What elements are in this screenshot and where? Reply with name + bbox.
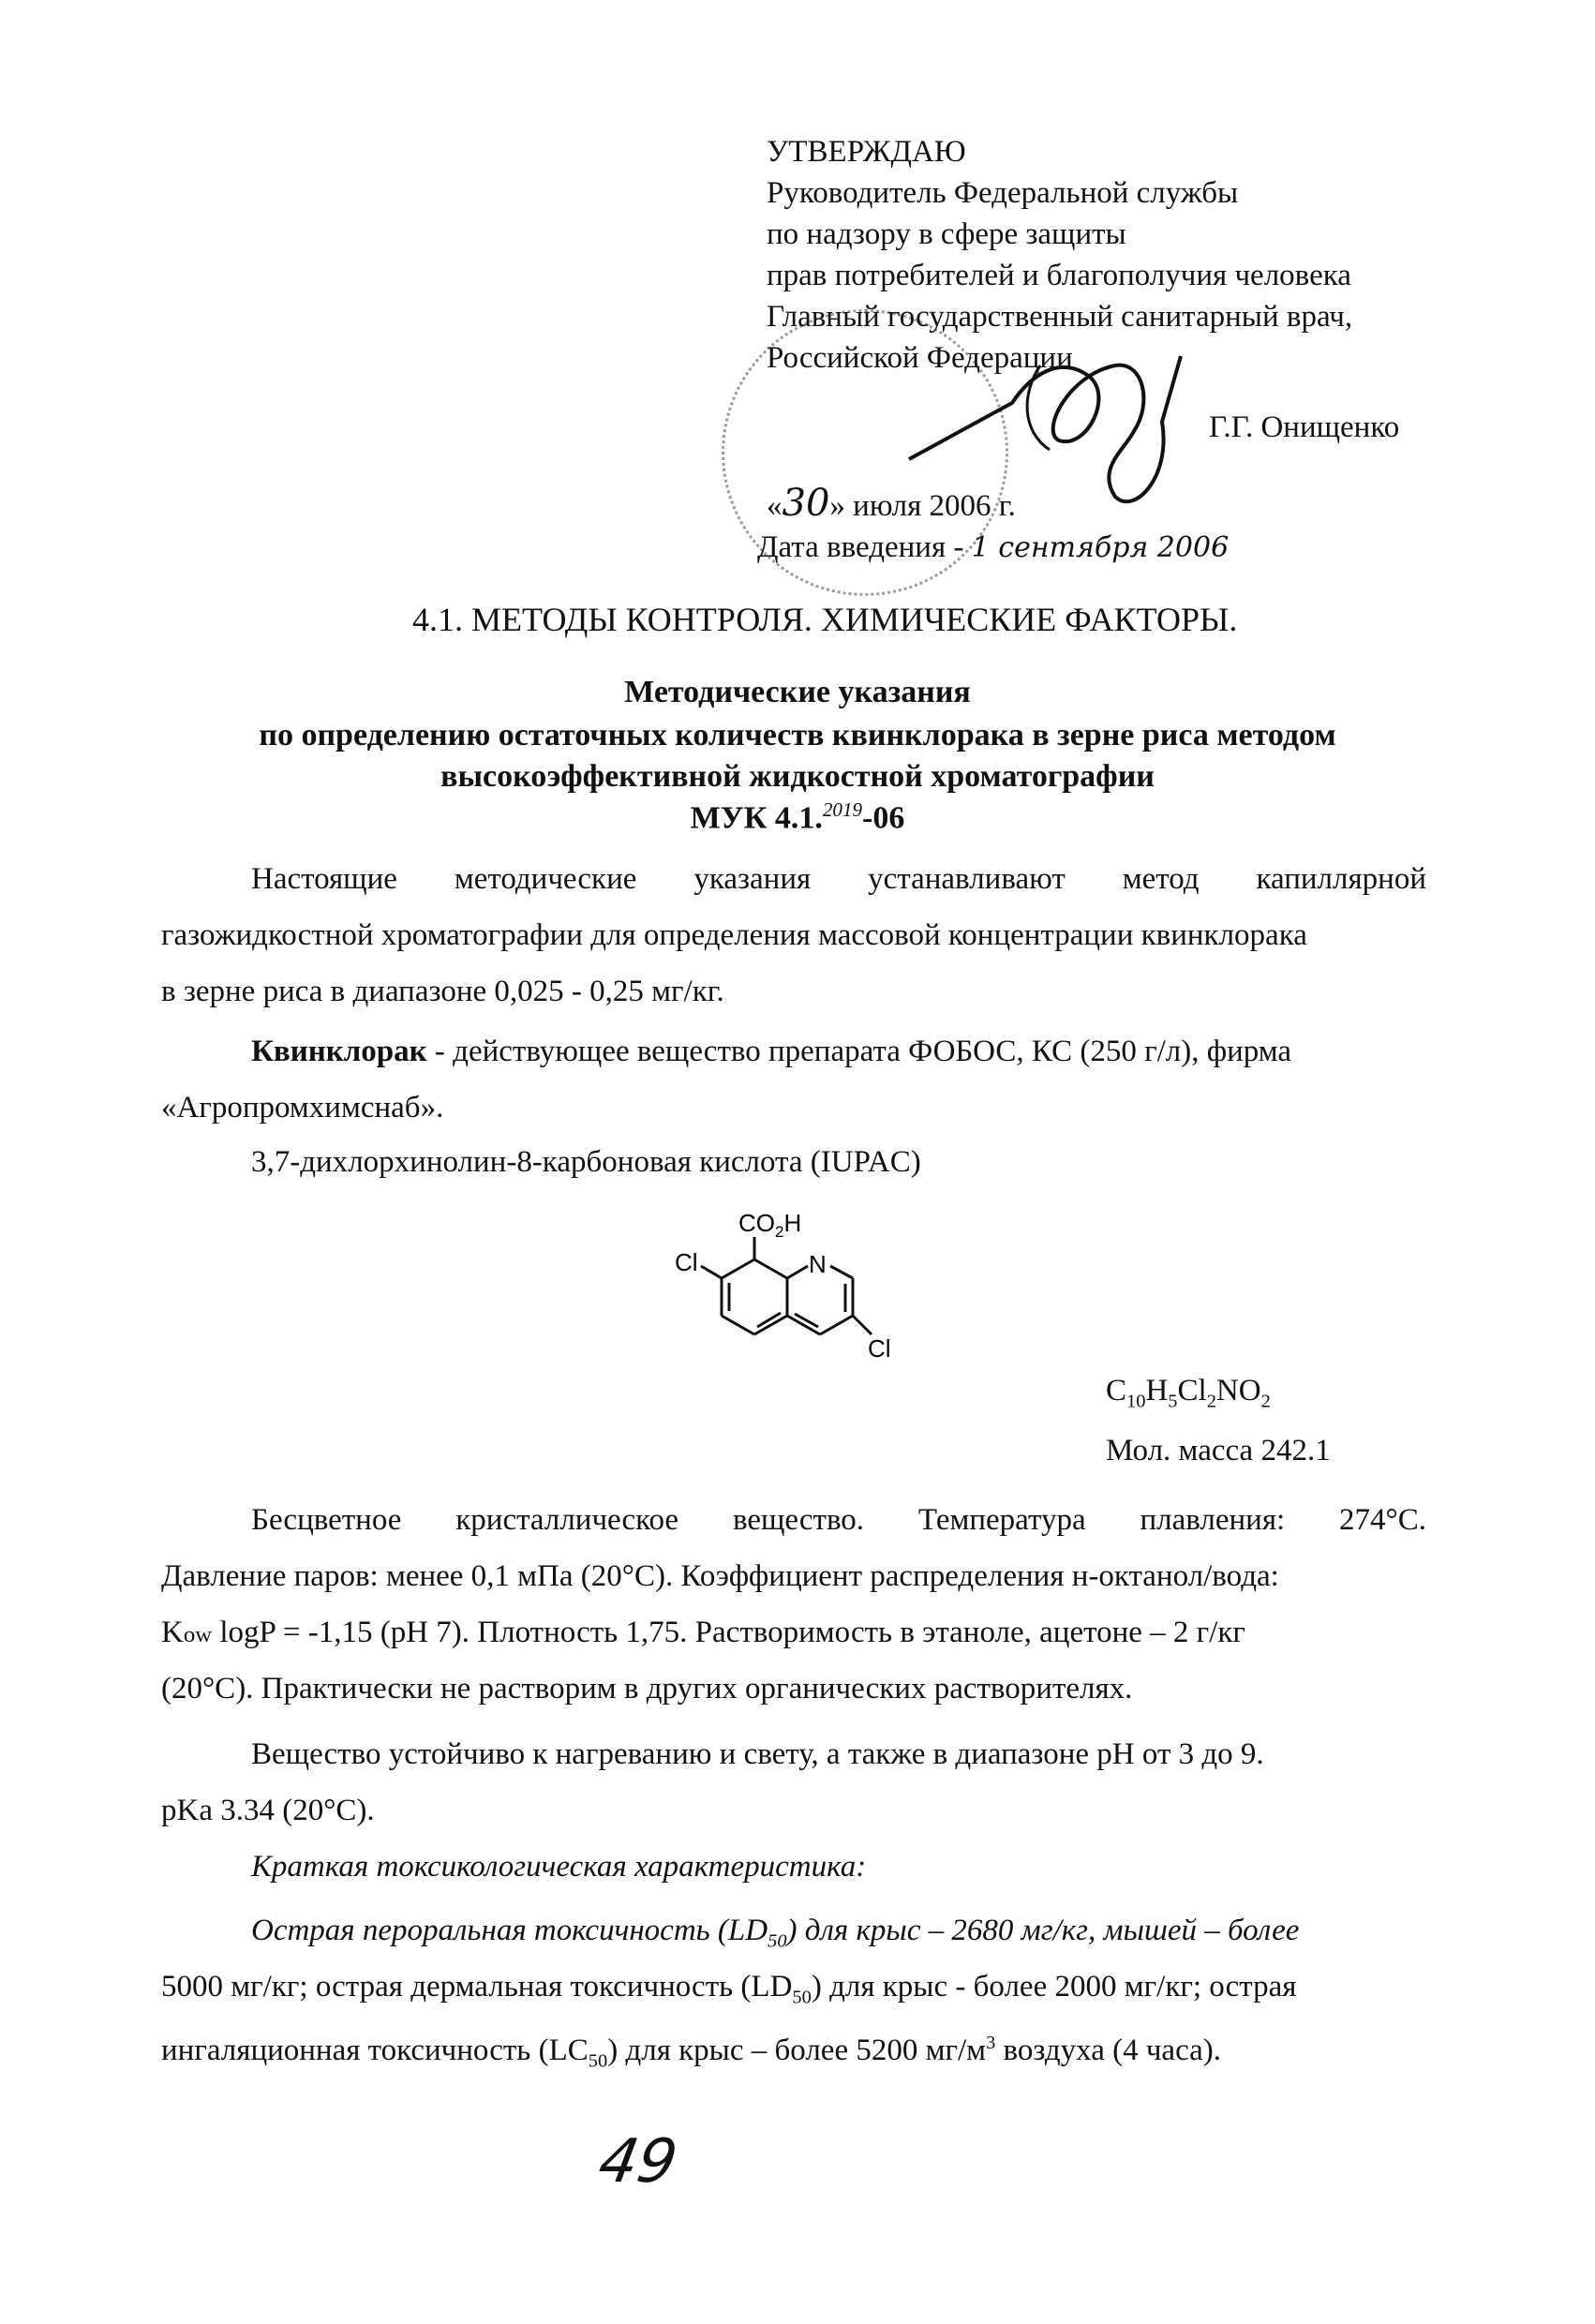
kow-subscript: ow <box>183 1622 213 1647</box>
tox-l3-a: ингаляционная токсичность (LC <box>161 2034 589 2067</box>
doc-code-number: 2019 <box>822 798 863 821</box>
approval-title: УТВЕРЖДАЮ <box>767 135 966 169</box>
section-title: 4.1. МЕТОДЫ КОНТРОЛЯ. ХИМИЧЕСКИЕ ФАКТОРЫ. <box>412 601 1238 638</box>
doc-title-line: по определению остаточных количеств квинклорака в зерне риса методом <box>259 718 1336 752</box>
substance-name: Квинклорак <box>251 1035 427 1068</box>
tox-l2-c: ) для крыс - более 2000 мг/кг; острая <box>811 1970 1297 2004</box>
approval-line: Российской Федерации <box>767 341 1073 375</box>
svg-text:CO2H <box>738 1209 801 1241</box>
chlorine-left-label: Cl <box>675 1248 698 1276</box>
signatory-name: Г.Г. Онищенко <box>1209 410 1400 444</box>
formula-o-count: 2 <box>1260 1391 1271 1412</box>
formula-c: C <box>1106 1374 1127 1408</box>
page-number: 49 <box>593 2127 682 2197</box>
substance-desc: - действующее вещество препарата ФОБОС, КС (250 г/л), фирма <box>426 1035 1292 1068</box>
tox-l1-sub: 50 <box>768 1930 787 1952</box>
kow-rest: logP = -1,15 (pH 7). Плотность 1,75. Растворимость в этаноле, ацетоне – 2 г/кг <box>212 1616 1245 1649</box>
substance-line <box>251 1023 1291 1080</box>
date-rest: » июля 2006 г. <box>829 489 1016 523</box>
chemical-structure <box>647 1203 947 1372</box>
formula-c-count: 10 <box>1126 1391 1146 1412</box>
formula-cl: Cl <box>1177 1374 1207 1408</box>
approval-date <box>767 482 1016 525</box>
properties-line <box>161 1604 1245 1663</box>
intro-line: Настоящие методические указания устанавливают метод капиллярной <box>251 862 1426 896</box>
formula-no: NO <box>1215 1374 1261 1408</box>
tox-l2-a: 5000 мг/кг; острая дермальная токсичность (LD <box>161 1970 793 2004</box>
doc-title-line: Методические указания <box>624 675 971 709</box>
intro-line: газожидкостной хроматографии для определения массовой концентрации квинклорака <box>161 918 1307 952</box>
date-day-handwritten: 30 <box>782 482 830 525</box>
co2h-h: H <box>783 1209 802 1237</box>
doc-code <box>0 798 1595 836</box>
substance-company: «Агропромхимснаб». <box>161 1091 444 1125</box>
doc-code-suffix: -06 <box>862 800 905 836</box>
molecular-formula <box>1106 1374 1271 1413</box>
approval-line: по надзору в сфере защиты <box>767 217 1126 251</box>
intro-line: в зерне риса в диапазоне 0,025 - 0,25 мг/кг. <box>161 975 724 1008</box>
tox-l3-sup: 3 <box>986 2033 996 2053</box>
co2h-subscript: 2 <box>775 1223 784 1241</box>
chlorine-right-label: Cl <box>868 1334 891 1363</box>
iupac-name: 3,7-дихлорхинолин-8-карбоновая кислота (IUPAC) <box>251 1145 921 1179</box>
intro-date-handwritten: 1 сентября 2006 <box>971 531 1230 564</box>
tox-l2-sub: 50 <box>792 1987 812 2008</box>
kow-k: K <box>161 1616 184 1649</box>
tox-l1-c: ) для крыс – 2680 мг/кг, мышей – более <box>786 1914 1300 1947</box>
approval-line: прав потребителей и благополучия человека <box>767 259 1351 292</box>
approval-line: Руководитель Федеральной службы <box>767 176 1239 210</box>
tox-line <box>161 2015 1221 2090</box>
date-open: « <box>767 489 783 523</box>
molecular-mass: Мол. масса 242.1 <box>1106 1434 1331 1467</box>
tox-l1-a: Острая пероральная токсичность (LD <box>251 1914 768 1947</box>
tox-l3-c: ) для крыс – более 5200 мг/м <box>607 2034 987 2067</box>
tox-heading: Краткая токсикологическая характеристика: <box>251 1850 867 1884</box>
doc-code-prefix: МУК 4.1. <box>690 800 823 836</box>
nitrogen-label: N <box>809 1250 827 1278</box>
pka-line: pKa 3.34 (20°С). <box>161 1794 375 1827</box>
tox-l3-e: воздуха (4 часа). <box>995 2034 1222 2067</box>
properties-line: Бесцветное кристаллическое вещество. Температура плавления: 274°С. <box>251 1503 1426 1537</box>
doc-title-line: высокоэффективной жидкостной хроматографии <box>440 759 1155 794</box>
formula-cl-count: 2 <box>1206 1391 1216 1412</box>
introduction-date <box>757 530 1229 565</box>
stability-line: Вещество устойчиво к нагреванию и свету, а также в диапазоне pH от 3 до 9. <box>251 1737 1264 1771</box>
properties-line: Давление паров: менее 0,1 мПа (20°С). Коэффициент распределения н-октанол/вода: <box>161 1559 1279 1593</box>
intro-label: Дата введения - <box>757 530 964 564</box>
formula-h: H <box>1145 1374 1169 1408</box>
formula-h-count: 5 <box>1168 1391 1178 1412</box>
tox-l3-sub: 50 <box>588 2050 608 2072</box>
co2h-co: CO <box>738 1209 775 1237</box>
properties-line: (20°С). Практически не растворим в других органических растворителях. <box>161 1672 1133 1706</box>
approval-line: Главный государственный санитарный врач, <box>767 300 1353 334</box>
